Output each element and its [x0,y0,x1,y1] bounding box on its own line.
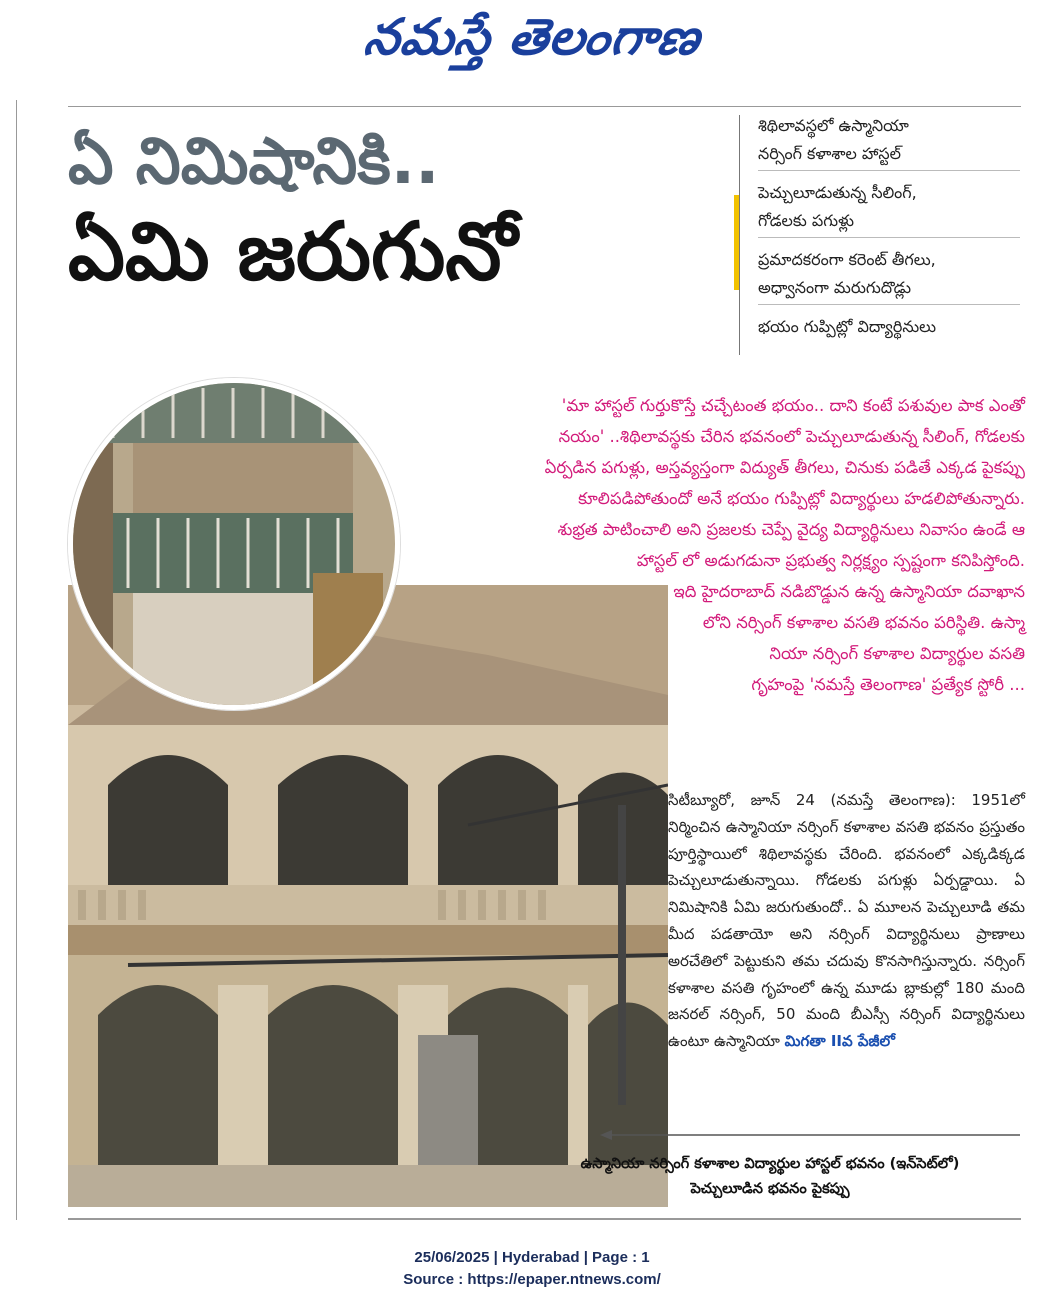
caption-line-2: పెచ్చులూడిన భవనం పైకప్పు [690,1181,850,1197]
lede-line: నియా నర్సింగ్ కళాశాల విద్యార్థుల వసతి [769,644,1025,663]
top-rule [68,106,1021,107]
left-page-rule [16,100,17,1220]
continued-on-page: మిగతా IIవ పేజీలో [784,1032,895,1051]
highlights-accent-bar [734,195,739,290]
highlight-item: శిథిలావస్థలో ఉస్మానియా నర్సింగ్ కళాశాల హాస్టల్ [758,112,1020,171]
highlights-list [758,112,1020,351]
highlights-divider [739,115,740,355]
lede-paragraph [400,390,1025,700]
highlight-item: పెచ్చులూడుతున్న సీలింగ్, గోడలకు పగుళ్లు [758,179,1020,238]
headline [68,122,748,302]
article-body [668,787,1025,1055]
lede-line: గృహంపై 'నమస్తే తెలంగాణ' ప్రత్యేక స్టోరీ ... [751,675,1025,694]
highlight-item: ప్రమాదకరంగా కరెంట్ తీగలు, అధ్వానంగా మరుగుదొడ్లు [758,246,1020,305]
lede-line: లోని నర్సింగ్ కళాశాల వసతి భవనం పరిస్థితి. ఉస్మా [702,613,1025,632]
headline-line-1: ఏ నిమిషానికి.. [68,125,440,199]
lede-line: కూలిపడిపోతుందో అనే భయం గుప్పిట్లో విద్యార్థులు హడలిపోతున్నారు. [578,489,1025,508]
lede-line: నయం' ..శిథిలావస్థకు చేరిన భవనంలో పెచ్చులూడుతున్న సీలింగ్, గోడలకు [558,427,1025,446]
masthead [0,0,1064,80]
lede-line: ఏర్పడిన పగుళ్లు, అస్తవ్యస్తంగా విద్యుత్ తీగలు, చినుకు పడితే ఎక్కడ పైకప్పు [544,458,1025,477]
highlight-item: భయం గుప్పిట్లో విద్యార్థినులు [758,317,936,336]
lede-line: ఇది హైదరాబాద్ నడిబొడ్డున ఉన్న ఉస్మానియా దవాఖాన [673,582,1025,601]
footer-source: Source : https://epaper.ntnews.com/ [403,1271,661,1288]
headline-line-2: ఏమి జరుగునో [68,205,518,298]
masthead-title: నమస్తే తెలంగాణ [361,8,705,66]
lede-line: హాస్టల్ లో అడుగడునా ప్రభుత్వ నిర్లక్ష్యం స్పష్టంగా కనిపిస్తోంది. [636,551,1025,570]
caption-arrow-icon [600,1129,1020,1141]
caption-line-1: ఉస్మానియా నర్సింగ్ కళాశాల విద్యార్థుల హాస్టల్ భవనం (ఇన్‌సెట్‌లో) [580,1156,960,1172]
page-footer [0,1247,1064,1291]
bottom-rule [68,1218,1021,1220]
ceiling-inset-photo [68,378,400,710]
lede-line: 'మా హాస్టల్ గుర్తుకొస్తే చచ్చేటంత భయం.. దాని కంటే పశువుల పాక ఎంతో [561,396,1025,415]
footer-date-edition: 25/06/2025 | Hyderabad | Page : 1 [414,1249,650,1266]
article-body-text: సిటీబ్యూరో, జూన్ 24 (నమస్తే తెలంగాణ): 1951లో నిర్మించిన ఉస్మానియా నర్సింగ్ కళాశాల వసతి భవనం ప్రస్తుతం పూర్తిస్థాయిలో శిథిలావస్థకు చేరింది. భవనంలో ఎక్కడిక్కడ పెచ్చులూడుతున్నాయి. గోడలకు పగుళ్లు ఏర్పడ్డాయి. ఏ నిమిషానికి ఏమి జరుగుతుందో.. ఏ మూలన పెచ్చులూడి తమ మీద పడతాయో అని నర్సింగ్ విద్యార్థినులు ప్రాణాలు అరచేతిలో పెట్టుకుని తమ చదువు కొనసాగిస్తున్నారు. నర్సింగ్ కళాశాల వసతి గృహంలో ఉన్న మూడు బ్లాకుల్లో 180 మంది జనరల్ నర్సింగ్, 50 మంది బీఎస్సీ నర్సింగ్ విద్యార్థినులు ఉంటూ ఉస్మానియా [668,791,1025,1051]
lede-line: శుభ్రత పాటించాలి అని ప్రజలకు చెప్పే వైద్య విద్యార్థినులు నివాసం ఉండే ఆ [557,520,1025,539]
photo-caption [520,1152,1020,1202]
